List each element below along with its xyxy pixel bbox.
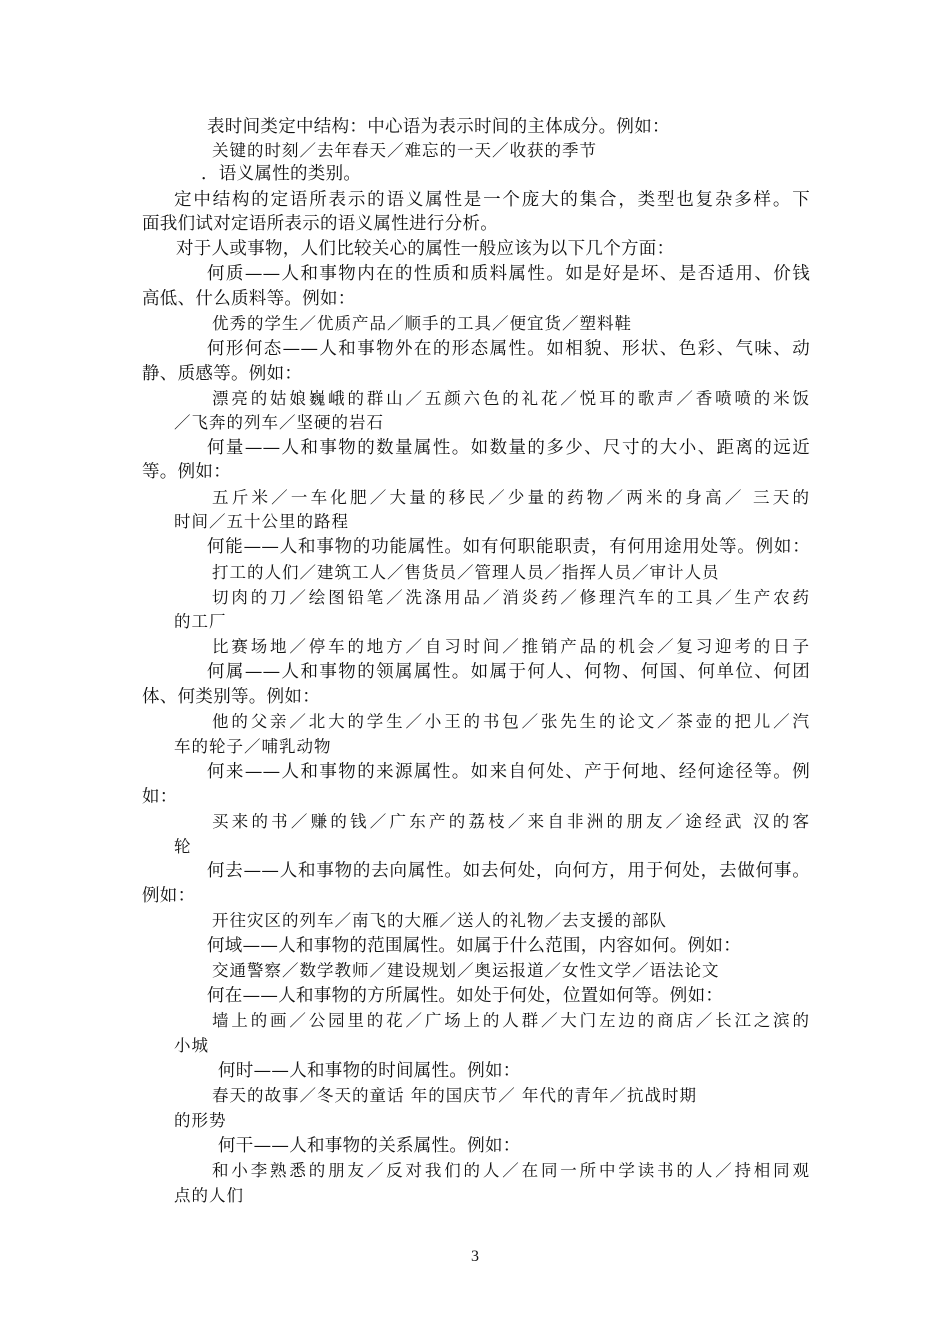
text-line: 面我们试对定语所表示的语义属性进行分析。 (142, 214, 498, 234)
text-line: 何属——人和事物的领属属性。如属于何人、何物、何国、何单位、何团 (207, 662, 810, 682)
example-line: 五斤米／一车化肥／大量的移民／少量的药物／两米的身高／ 三天的 (212, 488, 810, 507)
example-line: 轮 (174, 837, 192, 856)
text-line: 如： (142, 787, 178, 807)
example-line: 他的父亲／北大的学生／小王的书包／张先生的论文／茶壶的把儿／汽 (212, 712, 810, 731)
example-line: 车的轮子／哺乳动物 (174, 737, 332, 756)
text-line: 表时间类定中结构：中心语为表示时间的主体成分。例如： (207, 117, 670, 137)
example-line: 点的人们 (174, 1186, 244, 1205)
text-line: 何时——人和事物的时间属性。例如： (218, 1061, 521, 1081)
text-line: 何来——人和事物的来源属性。如来自何处、产于何地、经何途径等。例 (207, 762, 810, 782)
example-line: 关键的时刻／去年春天／难忘的一天／收获的季节 (212, 141, 597, 160)
example-line: 买来的书／赚的钱／广东产的荔枝／来自非洲的朋友／途经武 汉的客 (212, 812, 810, 831)
example-line: 打工的人们／建筑工人／售货员／管理人员／指挥人员／审计人员 (212, 563, 720, 582)
text-line: 何干——人和事物的关系属性。例如： (218, 1136, 521, 1156)
page-number: 3 (471, 1248, 479, 1265)
text-line: 例如： (142, 886, 196, 906)
text-line: 何质——人和事物内在的性质和质料属性。如是好是坏、是否适用、价钱 (207, 264, 810, 284)
example-line: ／飞奔的列车／坚硬的岩石 (174, 413, 384, 432)
example-line: 的工厂 (174, 612, 227, 631)
example-line: 小城 (174, 1036, 209, 1055)
example-line: 开往灾区的列车／南飞的大雁／送人的礼物／去支援的部队 (212, 911, 667, 930)
text-line: 等。例如： (142, 462, 231, 482)
example-line: 时间／五十公里的路程 (174, 512, 349, 531)
text-line: 对于人或事物，人们比较关心的属性一般应该为以下几个方面： (176, 239, 675, 259)
example-line: 漂亮的姑娘巍峨的群山／五颜六色的礼花／悦耳的歌声／香喷喷的米饭 (212, 389, 810, 408)
text-line: 何量——人和事物的数量属性。如数量的多少、尺寸的大小、距离的远近 (207, 438, 810, 458)
example-line: 交通警察／数学教师／建设规划／奥运报道／女性文学／语法论文 (212, 961, 720, 980)
text-line: 何能——人和事物的功能属性。如有何职能职责，有何用途用处等。例如： (207, 537, 810, 557)
section-heading: ．语义属性的类别。 (201, 164, 362, 184)
text-line: 体、何类别等。例如： (142, 687, 320, 707)
text-line: 何去——人和事物的去向属性。如去何处，向何方，用于何处，去做何事。 (207, 861, 810, 881)
example-line: 优秀的学生／优质产品／顺手的工具／便宜货／塑料鞋 (212, 314, 632, 333)
text-line: 定中结构的定语所表示的语义属性是一个庞大的集合，类型也复杂多样。下 (174, 190, 810, 210)
text-line: 何在——人和事物的方所属性。如处于何处，位置如何等。例如： (207, 986, 724, 1006)
example-line: 比赛场地／停车的地方／自习时间／推销产品的机会／复习迎考的日子 (212, 637, 810, 656)
example-line: 春天的故事／冬天的童话 年的国庆节／ 年代的青年／抗战时期 (212, 1086, 697, 1105)
example-line: 切肉的刀／绘图铅笔／洗涤用品／消炎药／修理汽车的工具／生产农药 (212, 588, 810, 607)
text-line: 何形何态——人和事物外在的形态属性。如相貌、形状、色彩、气味、动 (207, 339, 810, 359)
text-line: 高低、什么质料等。例如： (142, 289, 356, 309)
example-line: 墙上的画／公园里的花／广场上的人群／大门左边的商店／长江之滨的 (212, 1011, 810, 1030)
example-line: 和小李熟悉的朋友／反对我们的人／在同一所中学读书的人／持相同观 (212, 1161, 810, 1180)
text-line: 何域——人和事物的范围属性。如属于什么范围，内容如何。例如： (207, 936, 741, 956)
text-line: 静、质感等。例如： (142, 364, 303, 384)
example-line: 的形势 (174, 1111, 227, 1130)
